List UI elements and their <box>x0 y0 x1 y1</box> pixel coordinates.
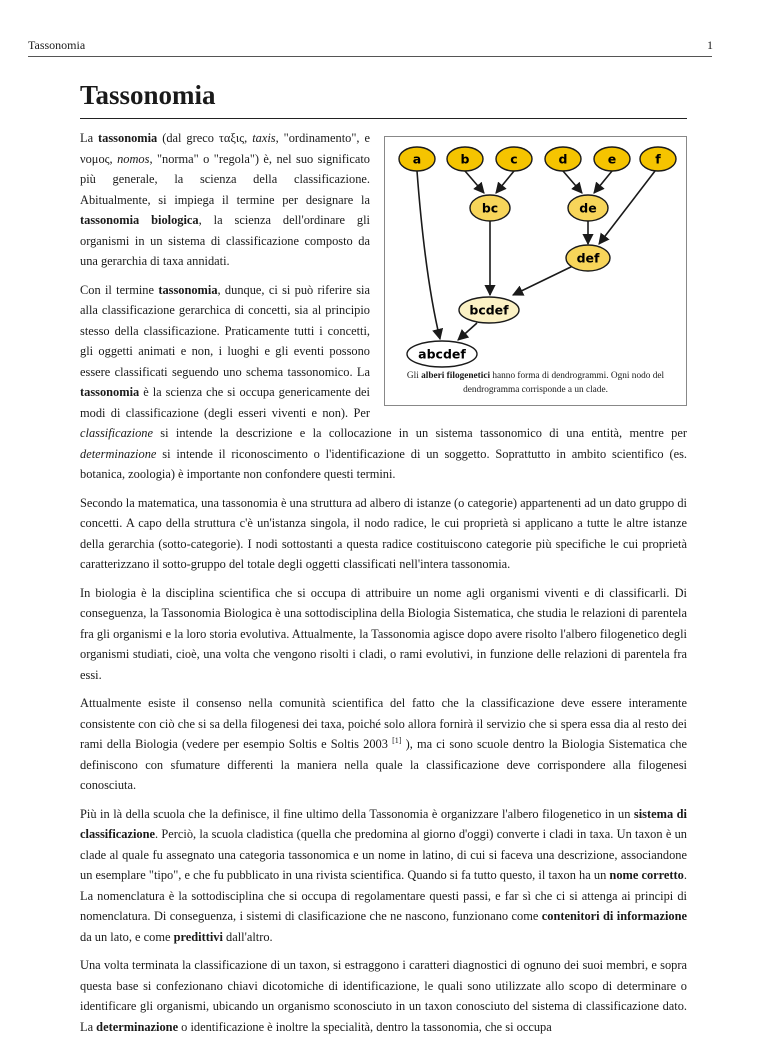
page-header <box>28 38 712 57</box>
svg-text:a: a <box>412 151 422 167</box>
svg-text:bcdef: bcdef <box>469 302 509 318</box>
svg-text:f: f <box>655 151 661 167</box>
svg-text:e: e <box>607 151 617 167</box>
figure-caption: Gli alberi filogenetici hanno forma di dendrogrammi. Ogni nodo del dendrogramma corrisponde a un clade. <box>406 371 665 395</box>
svg-text:abcdef: abcdef <box>418 346 466 362</box>
article-title: Tassonomia <box>80 80 216 110</box>
node-d <box>545 147 581 171</box>
svg-text:de: de <box>579 200 597 216</box>
edge-a-abcdef <box>417 171 440 339</box>
title-rule <box>80 118 687 119</box>
node-f <box>640 147 676 171</box>
paragraph-classification-system: Più in là della scuola che la definisce, il fine ultimo della Tassonomia è organizzare l'albero filogenetico in un sistema di classificazione. Perciò, la scuola cladistica (quella che predomina al giorno d'oggi) converte i cladi in taxa. Un taxon è un clade al quale fu assegnato una categoria tassonomica e un nome in latino, di cui si faceva una descrizione, associandone un esemplare "tipo", e che fu pubblicato in una rivista scientifica. Quando si fa tutto questo, il taxon ha un nome corretto. La nomenclatura è la sottodisciplina che si occupa di regolamentare questi passi, e far sì che ci si attenga ai principi di nomenclatura. Di conseguenza, i sistemi di clasificazione che ne nascono, funzionano come contenitori di informazione da un lato, e come predittivi dall'altro. <box>80 806 687 944</box>
page-number: 1 <box>707 38 713 52</box>
edge-c-bc <box>496 171 514 193</box>
node-b <box>447 147 483 171</box>
node-bcdef <box>459 297 519 323</box>
svg-text:d: d <box>558 151 568 167</box>
article-body <box>80 128 687 1045</box>
edge-bcdef-abcdef <box>458 323 477 340</box>
paragraph-definition: Con il termine tassonomia, dunque, ci si può riferire sia alla classificazione gerarchica di concetti, sia al principio stesso della classificazione. Praticamente tutti i concetti, gli oggetti animati e non, i luoghi e gli eventi possono essere classificati seguendo uno schema tassonomico. La tassonomia è la scienza che si occupa genericamente dei modi di classificazione (degli esseri viventi e non). Per classificazione si intende la descrizione e la collocazione in un sistema tassonomico di una entità, mentre per determinazione si intende il riconoscimento o l'identificazione di un soggetto. Soprattutto in ambito scientifico (es. botanica, zoologia) è importante non confondere questi termini. <box>80 282 687 481</box>
node-a <box>399 147 435 171</box>
edge-def-bcdef <box>513 264 577 295</box>
phylogenetic-tree-figure <box>384 136 687 406</box>
edge-d-de <box>563 171 582 193</box>
node-bc <box>470 195 510 221</box>
paragraph-mathematics: Secondo la matematica, una tassonomia è una struttura ad albero di istanze (o categorie) appartenenti ad un dato gruppo di concetti. A capo della struttura c'è un'istanza singola, il nodo radice, le cui proprietà si applicano a tutte le altre istanze della gerarchia (sotto-categorie). I nodi sottostanti a questa radice costituiscono categorie più specifiche le cui proprietà caratterizzano il sotto-gruppo del totale degli oggetti classificati nell'intera tassonomia. <box>80 495 687 571</box>
paragraph-biology: In biologia è la disciplina scientifica che si occupa di attribuire un nome agli organismi viventi e di classificarli. Di conseguenza, la Tassonomia Biologica è una sottodisciplina della Biologia Sistematica, che studia le relazioni di parentela fra gli organismi e la loro storia evolutiva. Attualmente, la Tassonomia agisce dopo avere risolto l'albero filogenetico degli organismi studiati, cioè, una volta che vengono risolti i cladi, o rami evolutivi, in funzione delle relazioni di parentela fra essi. <box>80 585 687 682</box>
svg-text:b: b <box>460 151 470 167</box>
running-title: Tassonomia <box>28 38 86 52</box>
paragraph-intro: La tassonomia (dal greco ταξις, taxis, "ordinamento", e νομος, nomos, "norma" o "regola") è, nel suo significato più generale, la scienza della classificazione. Abitualmente, si impiega il termine per designare la tassonomia biologica, la scienza dell'ordinare gli organismi in un sistema di classificazione composto da una gerarchia di taxa annidati. <box>80 131 371 268</box>
edge-e-de <box>594 171 612 193</box>
edge-b-bc <box>465 171 484 193</box>
node-c <box>496 147 532 171</box>
node-e <box>594 147 630 171</box>
node-abcdef <box>407 341 477 367</box>
dendrogram-diagram <box>385 137 686 369</box>
paragraph-consensus: Attualmente esiste il consenso nella comunità scientifica del fatto che la classificazione deve essere interamente consistente con ciò che si sa della filogenesi dei taxa, poiché solo allora fornirà il servizio che si spera essa dia al resto dei rami della Biologia (vedere per esempio Soltis e Soltis 2003 [1] ), ma ci sono scuole dentro la Biologia Sistematica che definiscono con sfumature differenti la maniera nella quale la classificazione deve corrispondere alla filogenesi conosciuta. <box>80 696 687 792</box>
svg-text:c: c <box>510 151 518 167</box>
svg-text:def: def <box>576 250 600 266</box>
paragraph-identification: Una volta terminata la classificazione di un taxon, si estraggono i caratteri diagnostici di ognuno dei suoi membri, e sopra questa base si confezionano chiavi dicotomiche di identificazione, le quali sono utilizzate allo scopo di determinare o identificare gli organismi, ubicando un organismo sconosciuto in un taxon conosciuto del sistema di classificazione dato. La determinazione o identificazione è inoltre la specialità, dentro la tassonomia, che si occupa <box>80 958 687 1034</box>
node-de <box>568 195 608 221</box>
citation-ref[interactable]: [1] <box>392 735 402 745</box>
node-def <box>566 245 610 271</box>
svg-text:bc: bc <box>481 200 499 216</box>
